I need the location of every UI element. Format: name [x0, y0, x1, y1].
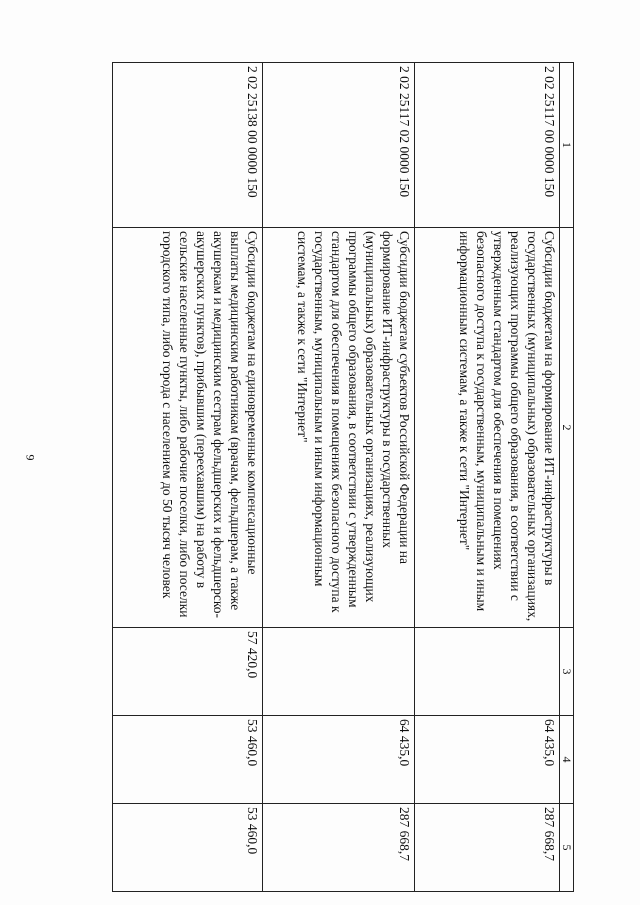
budget-table [112, 62, 574, 892]
row-col4-value: 53 460,0 [113, 716, 263, 804]
header-row [560, 63, 574, 892]
row-col4-value: 64 435,0 [415, 716, 560, 804]
row-description: Субсидии бюджетам на единовременные компенсационные выплаты медицинским работникам (врачам, фельдшерам, а также акушеркам и медицинским сестрам фельдшерских и фельдшерско-акушерских пунктов), прибывшим (переехавшим) на работу в сельские населенные пункты, либо рабочие поселки, либо поселки городского типа, либо города с населением до 50 тысяч человек [113, 228, 263, 628]
table-container [114, 62, 574, 891]
header-cell-4: 4 [560, 716, 574, 804]
row-code: 2 02 25117 02 0000 150 [263, 63, 415, 228]
header-cell-2: 2 [560, 228, 574, 628]
row-col3-value: 57 420,0 [113, 628, 263, 716]
row-description: Субсидии бюджетам субъектов Российской Федерации на формирование ИТ-инфраструктуры в государственных (муниципальных) образовательных организациях, реализующих программы общего образования, в соответствии с утвержденным стандартом для обеспечения в помещениях безопасного доступа к государственным, муниципальным и иным информационным системам, а также к сети "Интернет" [263, 228, 415, 628]
row-col3-value [415, 628, 560, 716]
row-col5-value: 53 460,0 [113, 804, 263, 892]
row-col4-value: 64 435,0 [263, 716, 415, 804]
page-number: 9 [23, 454, 38, 461]
table-row [263, 63, 415, 892]
header-cell-5: 5 [560, 804, 574, 892]
table-row [113, 63, 263, 892]
table-row [415, 63, 560, 892]
row-code: 2 02 25138 00 0000 150 [113, 63, 263, 228]
header-cell-1: 1 [560, 63, 574, 228]
row-col5-value: 287 668,7 [263, 804, 415, 892]
row-code: 2 02 25117 00 0000 150 [415, 63, 560, 228]
row-description: Субсидии бюджетам на формирование ИТ-инфраструктуры в государственных (муниципальных) образовательных организациях, реализующих программы общего образования, в соответствии с утвержденным стандартом для обеспечения в помещениях безопасного доступа к государственным, муниципальным и иным информационным системам, а также к сети "Интернет" [415, 228, 560, 628]
row-col5-value: 287 668,7 [415, 804, 560, 892]
header-cell-3: 3 [560, 628, 574, 716]
row-col3-value [263, 628, 415, 716]
